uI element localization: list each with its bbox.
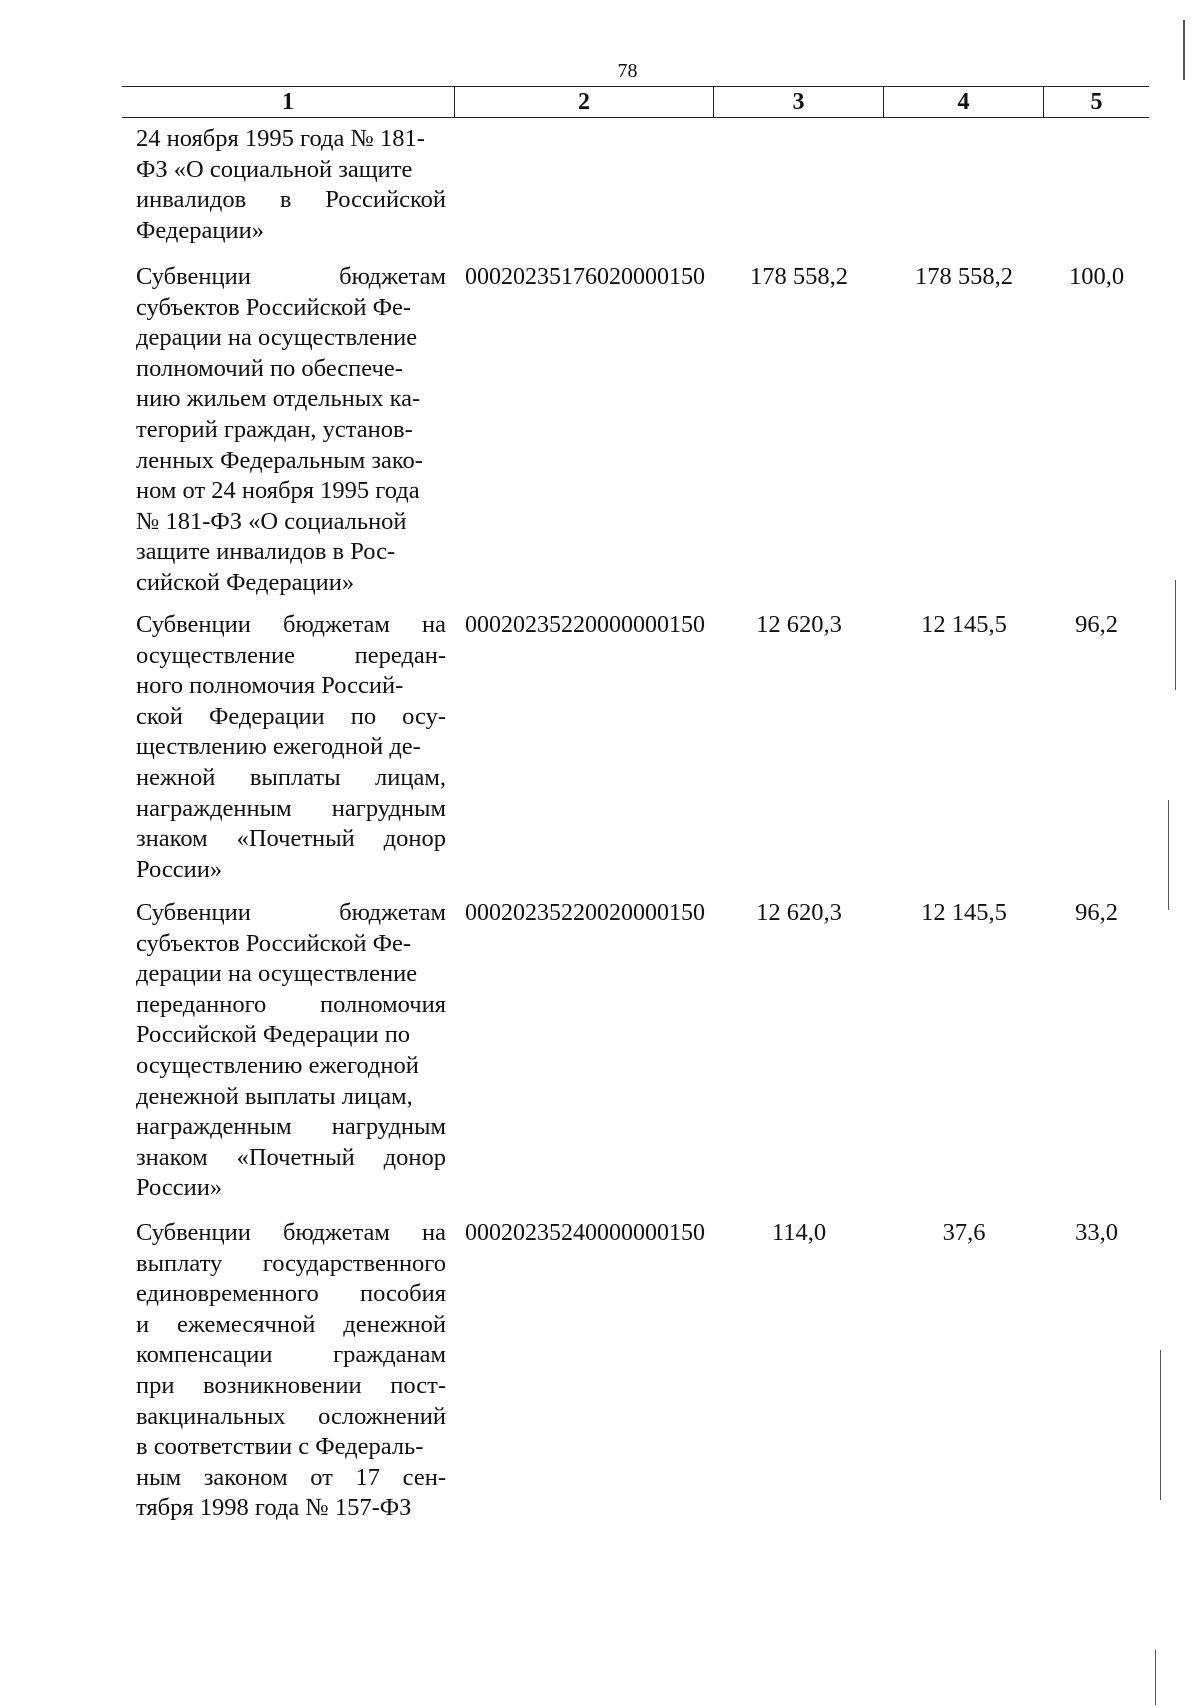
description-line: субъектов Российской Фе-: [136, 929, 412, 957]
actual-value: 12 145,5: [921, 611, 1007, 638]
actual-value: 12 145,5: [921, 899, 1007, 926]
table-header: [122, 86, 1149, 118]
description-line: и ежемесячной денежной: [136, 1310, 446, 1338]
description-line: Субвенции бюджетам на: [136, 1219, 446, 1246]
description-line: нию жильем отдельных ка-: [136, 385, 421, 413]
column-header-5: 5: [1090, 89, 1103, 115]
plan-value: 178 558,2: [750, 263, 848, 290]
description-line: награжденным нагрудным: [136, 1113, 446, 1141]
description-line: России»: [136, 855, 223, 883]
page-number: 78: [617, 60, 638, 82]
scan-artifact: [1155, 1650, 1156, 1705]
plan-value: 12 620,3: [756, 611, 842, 638]
description-line: защите инвалидов в Рос-: [136, 538, 396, 566]
description-line: Субвенции бюджетам: [136, 263, 446, 290]
description-line: ном от 24 ноября 1995 года: [136, 477, 420, 505]
scan-artifact: [1175, 580, 1176, 690]
description-line: Российской Федерации по: [136, 1021, 411, 1049]
description-line: при возникновении пост-: [136, 1371, 446, 1399]
description-line: компенсации гражданам: [136, 1341, 446, 1369]
description-line: денежной выплаты лицам,: [136, 1082, 413, 1110]
description-line: ного полномочия Россий-: [136, 672, 404, 700]
description-line: ществлению ежегодной де-: [136, 733, 421, 761]
description-line: ным законом от 17 сен-: [136, 1463, 446, 1491]
description-line: знаком «Почетный донор: [136, 825, 446, 853]
scan-artifact: [1168, 800, 1169, 910]
percent-value: 33,0: [1075, 1219, 1118, 1246]
description-line: ФЗ «О социальной защите: [136, 155, 413, 183]
description-line: России»: [136, 1174, 223, 1202]
row-description: [136, 898, 446, 1204]
description-line: нежной выплаты лицам,: [136, 763, 446, 791]
scan-artifact: [1160, 1350, 1161, 1500]
description-line: переданного полномочия: [136, 990, 446, 1018]
plan-value: 114,0: [771, 1219, 827, 1246]
column-header-1: 1: [122, 87, 455, 117]
description-line: осуществление передан-: [136, 641, 446, 669]
description-line: выплату государственного: [136, 1249, 446, 1277]
column-header-2: 2: [455, 87, 714, 117]
description-line: Субвенции бюджетам: [136, 899, 446, 926]
description-line: осуществлению ежегодной: [136, 1051, 419, 1079]
description-line: в соответствии с Федераль-: [136, 1433, 424, 1461]
description-line: дерации на осуществление: [136, 960, 418, 988]
plan-value: 12 620,3: [756, 899, 842, 926]
column-header-3: 3: [714, 87, 884, 117]
budget-code: 00020235240000000150: [465, 1220, 705, 1246]
description-line: вакцинальных осложнений: [136, 1402, 446, 1430]
description-line: знаком «Почетный донор: [136, 1143, 446, 1171]
row-description: [136, 262, 446, 599]
budget-code: 00020235176020000150: [465, 264, 705, 290]
scan-artifact: [1183, 20, 1185, 80]
actual-value: 178 558,2: [915, 263, 1013, 290]
description-line: инвалидов в Российской: [136, 186, 446, 214]
actual-value: 37,6: [942, 1219, 986, 1246]
description-line: Федерации»: [136, 216, 264, 244]
description-line: Субвенции бюджетам на: [136, 611, 446, 638]
budget-table: [122, 86, 1149, 1522]
description-line: тегорий граждан, установ-: [136, 415, 413, 443]
column-header-4: 4: [884, 87, 1044, 117]
budget-code: 00020235220020000150: [465, 900, 705, 926]
row-description: [136, 610, 446, 885]
description-line: 24 ноября 1995 года № 181-: [136, 125, 425, 152]
description-line: дерации на осуществление: [136, 324, 418, 352]
description-line: тября 1998 года № 157-ФЗ: [136, 1494, 412, 1522]
description-line: сийской Федерации»: [136, 568, 355, 596]
description-line: субъектов Российской Фе-: [136, 293, 412, 321]
description-line: № 181-ФЗ «О социальной: [136, 507, 407, 535]
row-description: [136, 124, 446, 246]
description-line: ленных Федеральным зако-: [136, 446, 423, 474]
description-line: ской Федерации по осу-: [136, 702, 446, 730]
description-line: единовременного пособия: [136, 1280, 446, 1308]
row-description: [136, 1218, 446, 1524]
description-line: награжденным нагрудным: [136, 794, 446, 822]
percent-value: 96,2: [1075, 899, 1118, 926]
percent-value: 96,2: [1075, 611, 1118, 638]
budget-code: 00020235220000000150: [465, 612, 705, 638]
description-line: полномочий по обеспече-: [136, 354, 403, 382]
percent-value: 100,0: [1068, 263, 1125, 290]
